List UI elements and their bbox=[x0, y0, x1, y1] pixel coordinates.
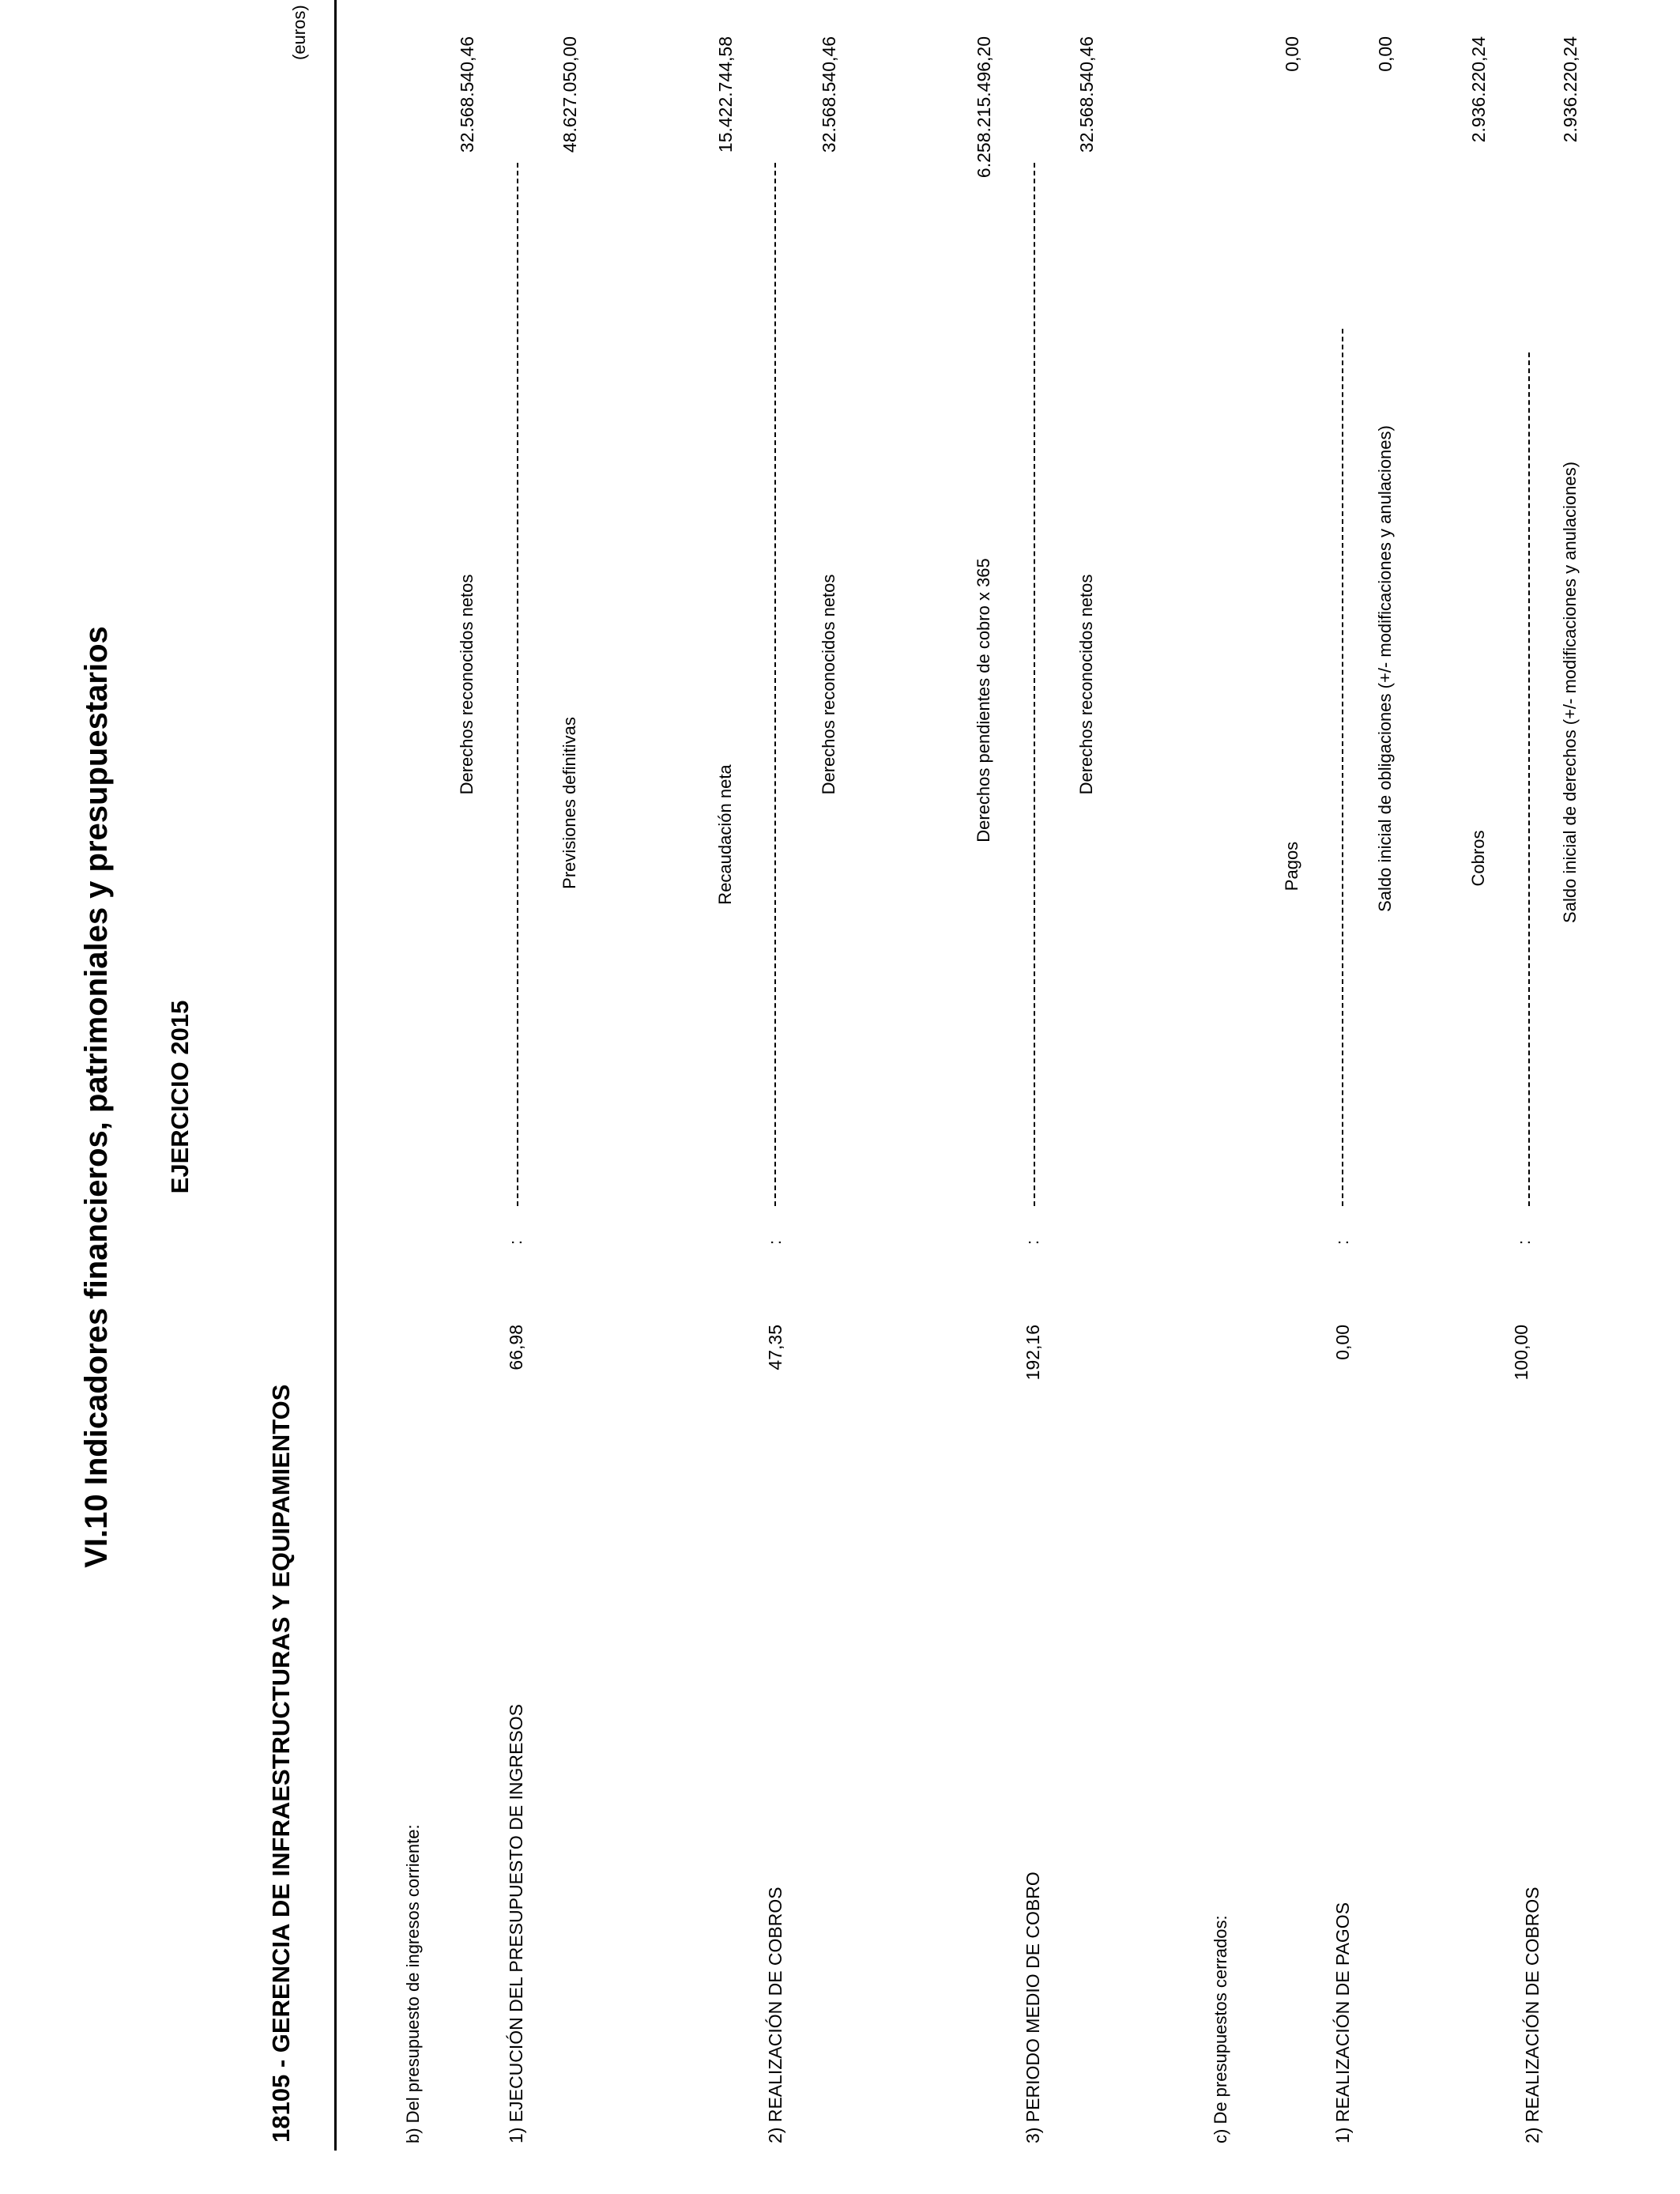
denominator-amount: 32.568.540,46 bbox=[819, 36, 839, 153]
indicator-label: 3) PERIODO MEDIO DE COBRO bbox=[1023, 1872, 1043, 2143]
indicator-separator: : bbox=[506, 1239, 525, 1245]
numerator-amount: 6.258.215.496,20 bbox=[974, 36, 994, 179]
indicator-separator: : bbox=[1332, 1239, 1352, 1245]
numerator-label: Cobros bbox=[1468, 830, 1488, 887]
document-title: VI.10 Indicadores financieros, patrimoniales y presupuestarios bbox=[79, 626, 114, 1568]
fraction-line bbox=[1528, 352, 1530, 1206]
units-label: (euros) bbox=[289, 5, 309, 60]
fraction-line bbox=[1034, 163, 1035, 1206]
header-rule bbox=[334, 0, 337, 2151]
denominator-amount: 32.568.540,46 bbox=[1076, 36, 1097, 153]
indicator-label: 1) REALIZACIÓN DE PAGOS bbox=[1332, 1902, 1353, 2143]
denominator-label: Previsiones definitivas bbox=[559, 717, 579, 889]
fiscal-year-title: EJERCICIO 2015 bbox=[166, 1000, 194, 1194]
indicator-label: 2) REALIZACIÓN DE COBROS bbox=[765, 1887, 785, 2143]
indicator-separator: : bbox=[1023, 1239, 1042, 1245]
indicator-value: 100,00 bbox=[1511, 1325, 1531, 1381]
numerator-label: Derechos pendientes de cobro x 365 bbox=[974, 558, 993, 843]
denominator-label: Derechos reconocidos netos bbox=[819, 574, 838, 795]
denominator-label: Saldo inicial de obligaciones (+/- modificaciones y anulaciones) bbox=[1375, 425, 1395, 912]
fraction-line bbox=[774, 163, 776, 1206]
denominator-label: Derechos reconocidos netos bbox=[1076, 574, 1096, 795]
fraction-line bbox=[517, 163, 518, 1206]
indicator-separator: : bbox=[765, 1239, 785, 1245]
numerator-amount: 0,00 bbox=[1282, 36, 1302, 72]
denominator-amount: 0,00 bbox=[1375, 36, 1396, 72]
indicator-separator: : bbox=[1514, 1239, 1534, 1245]
numerator-amount: 32.568.540,46 bbox=[457, 36, 477, 153]
numerator-amount: 2.936.220,24 bbox=[1468, 36, 1489, 143]
section-b-heading: b) Del presupuesto de ingresos corriente: bbox=[403, 1824, 423, 2143]
numerator-label: Derechos reconocidos netos bbox=[457, 574, 477, 795]
indicator-value: 0,00 bbox=[1332, 1325, 1353, 1360]
denominator-amount: 2.936.220,24 bbox=[1560, 36, 1580, 143]
numerator-amount: 15.422.744,58 bbox=[715, 36, 736, 153]
fraction-line bbox=[1342, 329, 1343, 1206]
numerator-label: Pagos bbox=[1282, 841, 1301, 892]
denominator-amount: 48.627.050,00 bbox=[559, 36, 580, 153]
section-c-heading: c) De presupuestos cerrados: bbox=[1211, 1915, 1230, 2143]
numerator-label: Recaudación neta bbox=[715, 764, 735, 905]
entity-title: 18105 - GERENCIA DE INFRAESTRUCTURAS Y EQUIPAMIENTOS bbox=[267, 1384, 295, 2143]
indicator-label: 1) EJECUCIÓN DEL PRESUPUESTO DE INGRESOS bbox=[506, 1704, 526, 2143]
denominator-label: Saldo inicial de derechos (+/- modificaciones y anulaciones) bbox=[1560, 462, 1580, 923]
indicator-label: 2) REALIZACIÓN DE COBROS bbox=[1522, 1887, 1543, 2143]
indicator-value: 47,35 bbox=[765, 1325, 785, 1370]
indicator-value: 192,16 bbox=[1023, 1325, 1043, 1381]
indicator-value: 66,98 bbox=[506, 1325, 526, 1370]
